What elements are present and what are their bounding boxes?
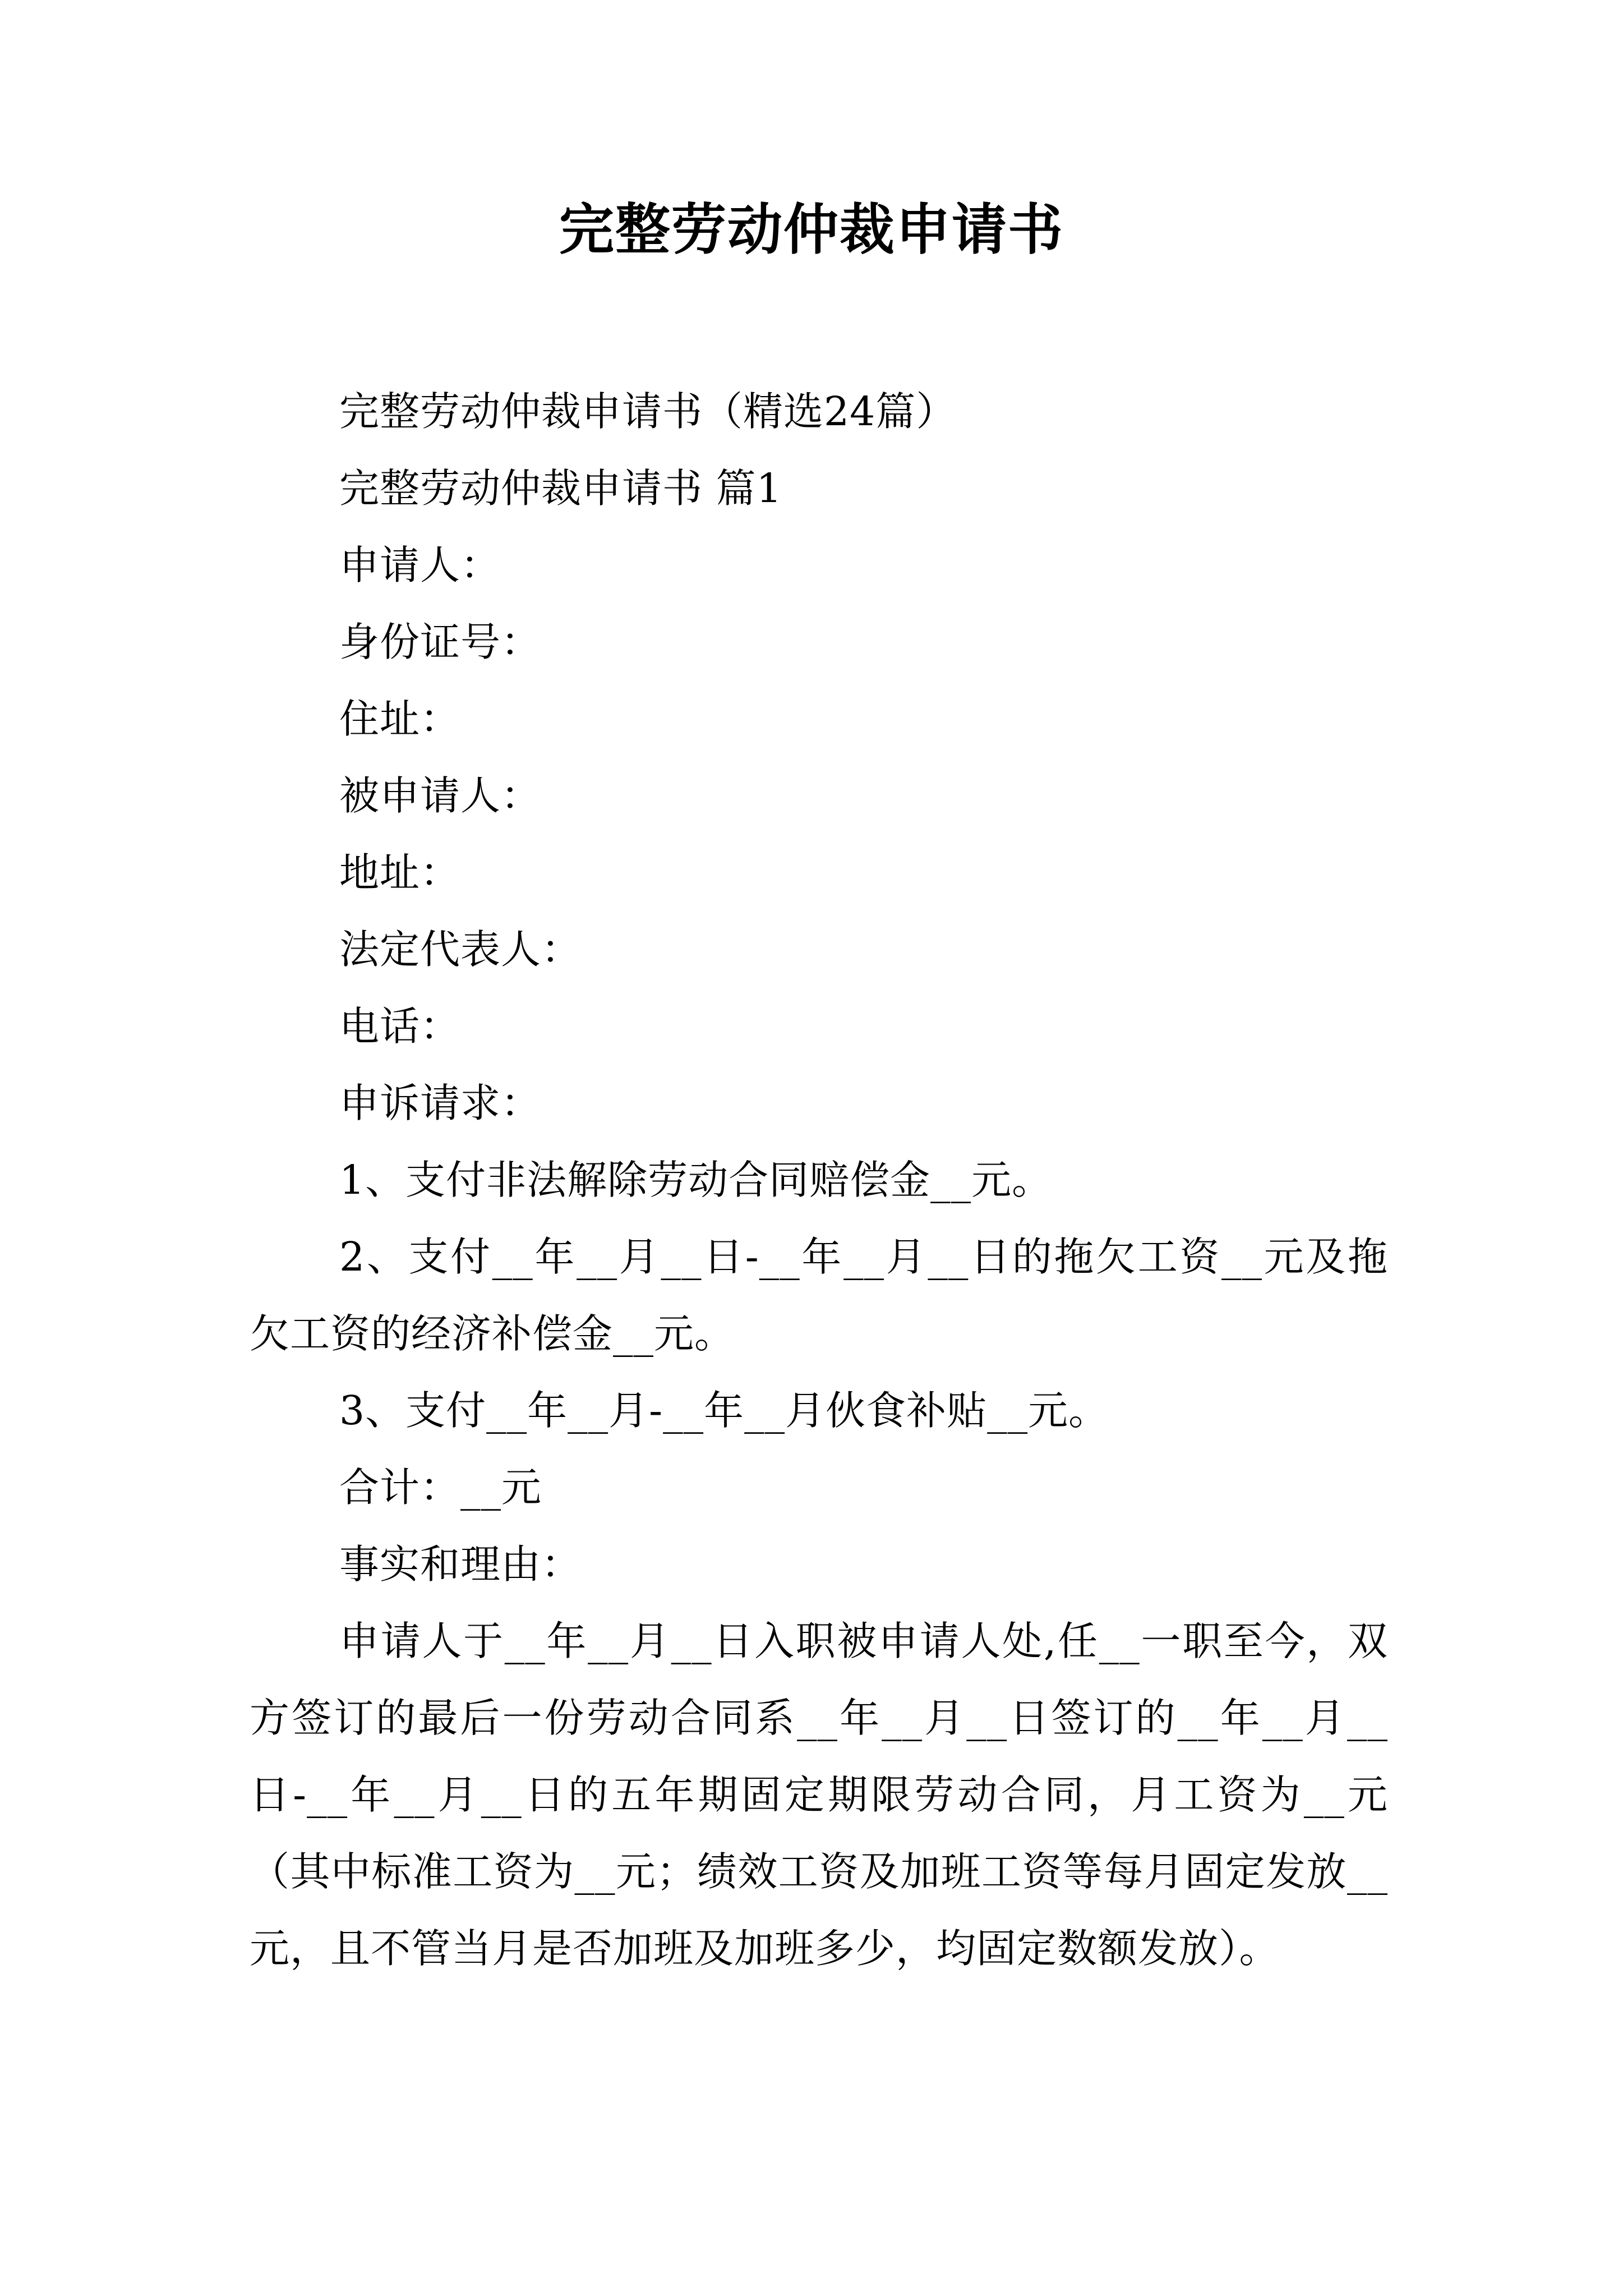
- facts-paragraph: 申请人于__年__月__日入职被申请人处,任__一职至今，双方签订的最后一份劳动合同系__年__月__日签订的__年__月__日-__年__月__日的五年期固定期限劳动合同，月工资为__元（其中标准工资为__元；绩效工资及加班工资等每月固定发放__元，且不管当月是否加班及加班多少，均固定数额发放）。: [250, 1618, 1388, 1972]
- id-number-field: 身份证号：: [339, 619, 542, 665]
- total-line: 合计：__元: [339, 1464, 542, 1511]
- legal-representative-field: 法定代表人：: [339, 926, 582, 973]
- document-title: 完整劳动仲裁申请书: [559, 197, 1064, 262]
- facts-heading: 事实和理由：: [339, 1541, 582, 1588]
- claims-heading: 申诉请求：: [339, 1080, 542, 1126]
- subtitle-paragraph: 完整劳动仲裁申请书（精选24篇）: [339, 388, 957, 435]
- section-heading: 完整劳动仲裁申请书 篇1: [339, 465, 782, 512]
- document-body: [250, 373, 1388, 1987]
- respondent-field: 被申请人：: [339, 772, 542, 819]
- applicant-field: 申请人：: [339, 542, 501, 588]
- claim-item-3: 3、支付__年__月-__年__月伙食补贴__元。: [339, 1387, 1109, 1434]
- claim-item-2: 2、支付__年__月__日-__年__月__日的拖欠工资__元及拖欠工资的经济补偿金__元。: [250, 1234, 1388, 1357]
- phone-field: 电话：: [339, 1003, 461, 1050]
- residence-field: 住址：: [339, 696, 461, 742]
- address-field: 地址：: [339, 849, 461, 896]
- claim-item-1: 1、支付非法解除劳动合同赔偿金__元。: [339, 1157, 1053, 1203]
